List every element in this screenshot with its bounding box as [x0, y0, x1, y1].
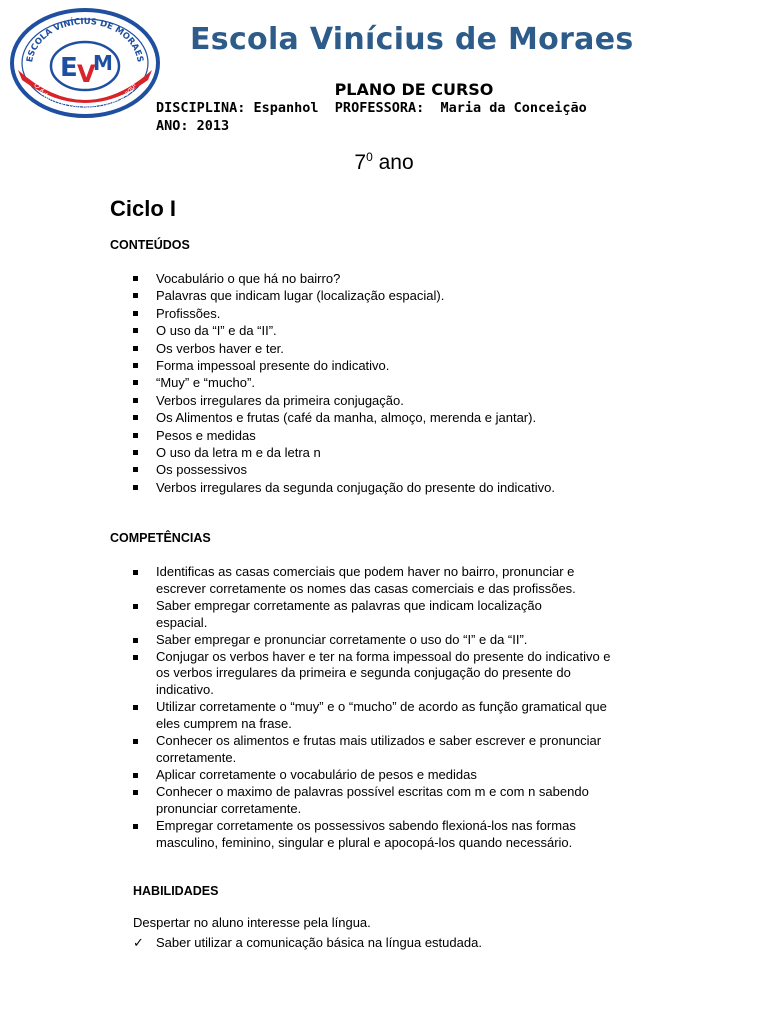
grade-number: 7 — [354, 151, 367, 174]
competencias-list — [110, 564, 611, 851]
list-item: Profissões. — [110, 305, 555, 322]
list-item: Os Alimentos e frutas (café da manha, almoço, merenda e jantar). — [110, 409, 555, 426]
list-item-line: eles cumprem na frase. — [156, 716, 292, 732]
list-item: O uso da letra m e da letra n — [110, 444, 555, 461]
list-item — [110, 564, 611, 598]
discipline-teacher-line: DISCIPLINA: Espanhol PROFESSORA: Maria da Conceição — [156, 100, 587, 116]
list-item — [110, 598, 611, 632]
habilidades-heading: HABILIDADES — [133, 884, 219, 898]
school-logo — [10, 8, 160, 118]
list-item-line: Identificas as casas comerciais que podem haver no bairro, pronunciar e — [156, 564, 575, 579]
list-item: O uso da “I” e da “II”. — [110, 322, 555, 339]
list-item — [110, 767, 611, 784]
logo-motto: O futuro do seu filho começa aqui — [32, 81, 138, 112]
conteudos-heading: CONTEÚDOS — [110, 238, 190, 252]
logo-arc-text: ESCOLA VINÍCIUS DE MORAES — [25, 16, 145, 64]
list-item: Pesos e medidas — [110, 427, 555, 444]
list-item-line: corretamente. — [156, 749, 237, 765]
habilidades-intro: Despertar no aluno interesse pela língua. — [133, 915, 371, 930]
conteudos-list — [110, 270, 555, 496]
list-item: Forma impessoal presente do indicativo. — [110, 357, 555, 374]
list-item-line: Saber empregar e pronunciar corretamente o uso do “I” e da “II”. — [156, 631, 528, 647]
year-line: ANO: 2013 — [156, 118, 230, 134]
list-item: Verbos irregulares da primeira conjugação. — [110, 392, 555, 409]
list-item-line: Conhecer o maximo de palavras possível escritas com m e com n sabendo — [156, 783, 589, 799]
list-item — [110, 699, 611, 733]
list-item-line: escrever corretamente os nomes das casas comerciais e das profissões. — [156, 580, 576, 596]
list-item — [110, 784, 611, 818]
grade-label: ano — [372, 151, 414, 174]
plan-title: PLANO DE CURSO — [334, 80, 494, 99]
list-item-line: Conjugar os verbos haver e ter na forma impessoal do presente do indicativo e — [156, 648, 611, 664]
list-item: Os possessivos — [110, 461, 555, 478]
list-item-line: pronunciar corretamente. — [156, 800, 302, 816]
list-item-line: Empregar corretamente os possessivos sabendo flexioná-los nas formas — [156, 817, 576, 833]
list-item — [110, 649, 611, 700]
list-item: “Muy” e “mucho”. — [110, 374, 555, 391]
list-item-line: masculino, feminino, singular e plural e apocopá-los quando necessário. — [156, 834, 573, 850]
cycle-title: Ciclo I — [110, 196, 177, 221]
logo-initial-v: V — [77, 60, 96, 88]
list-item — [110, 818, 611, 852]
list-item-line: Conhecer os alimentos e frutas mais utilizados e saber escrever e pronunciar — [156, 733, 602, 749]
list-item-line: Saber empregar corretamente as palavras que indicam localização — [156, 597, 542, 613]
logo-initial-e: E — [60, 53, 78, 83]
list-item-line: os verbos irregulares da primeira e segunda conjugação do presente do — [156, 665, 571, 681]
list-item: Os verbos haver e ter. — [110, 340, 555, 357]
list-item-line: indicativo. — [156, 682, 214, 698]
school-name: Escola Vinícius de Moraes — [190, 22, 634, 57]
list-item-text: Saber utilizar a comunicação básica na língua estudada. — [156, 935, 482, 950]
list-item-line: Utilizar corretamente o “muy” e o “mucho” de acordo as função gramatical que — [156, 699, 607, 715]
list-item: Vocabulário o que há no bairro? — [110, 270, 555, 287]
logo-initial-m: M — [93, 51, 113, 75]
competencias-heading: COMPETÊNCIAS — [110, 531, 211, 545]
grade-superscript: 0 — [366, 150, 373, 164]
list-item: Palavras que indicam lugar (localização espacial). — [110, 287, 555, 304]
grade-title — [0, 150, 768, 175]
list-item: Verbos irregulares da segunda conjugação do presente do indicativo. — [110, 479, 555, 496]
habilidades-list — [133, 934, 482, 951]
list-item — [110, 733, 611, 767]
list-item — [110, 632, 611, 649]
list-item-line: espacial. — [156, 614, 208, 630]
list-item — [133, 934, 482, 951]
list-item-line: Aplicar corretamente o vocabulário de pesos e medidas — [156, 766, 477, 782]
checkmark-icon: ✓ — [133, 935, 144, 950]
